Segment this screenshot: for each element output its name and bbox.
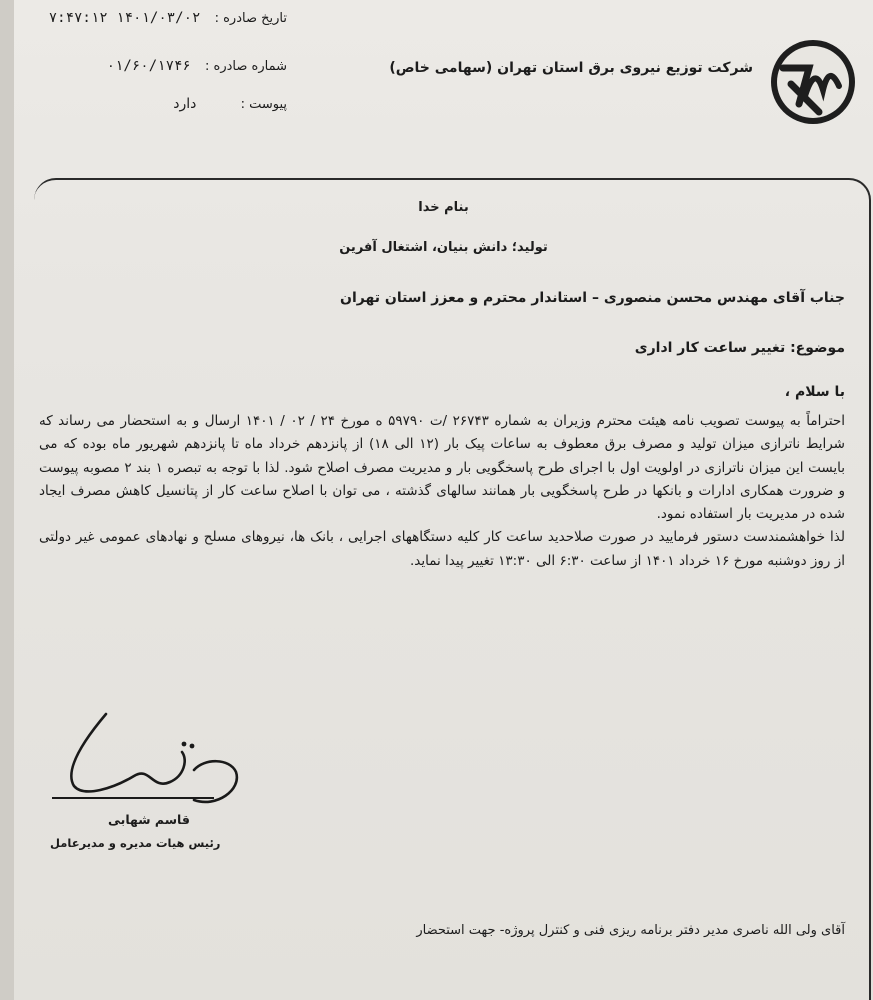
issue-date	[49, 10, 287, 26]
issue-date-label: تاریخ صادره :	[214, 11, 287, 26]
letter-paragraphs	[39, 410, 845, 573]
attachment-value: دارد	[173, 96, 197, 112]
basmala: بنام خدا	[418, 200, 469, 215]
signer-title: رئیس هیات مدیره و مدیرعامل	[50, 836, 221, 850]
issue-number	[107, 58, 287, 74]
company-logo-icon	[769, 34, 857, 130]
issue-number-value: ۰۱/۶۰/۱۷۴۶	[106, 58, 191, 74]
addressee: جناب آقای مهندس محسن منصوری – استاندار محترم و معزز استان تهران	[340, 290, 845, 306]
issue-date-value: ۱۴۰۱/۰۳/۰۲ ۷:۴۷:۱۲	[48, 10, 201, 26]
issue-number-label: شماره صادره :	[205, 59, 287, 74]
handwritten-signature	[44, 700, 254, 810]
company-name: شرکت توزیع نیروی برق استان تهران (سهامی خاص)	[389, 60, 753, 76]
attachment	[173, 96, 287, 112]
greeting: با سلام ،	[784, 384, 845, 400]
attachment-label: پیوست :	[240, 97, 287, 112]
slogan: تولید؛ دانش بنیان، اشتغال آفرین	[339, 240, 548, 255]
signer-name: قاسم شهابی	[108, 812, 190, 827]
carbon-copy-note: آقای ولی الله ناصری مدیر دفتر برنامه ریزی فنی و کنترل پروژه- جهت استحضار	[416, 923, 845, 938]
letter-page	[14, 0, 873, 1000]
letterhead	[14, 0, 873, 160]
paragraph-2: لذا خواهشمندست دستور فرمایید در صورت صلاحدید ساعت کار کلیه دستگاههای اجرایی ، بانک ها، نیروهای مسلح و نهادهای عمومی غیر دولتی از روز دوشنبه مورخ ۱۶ خرداد ۱۴۰۱ از ساعت ۶:۳۰ الی ۱۳:۳۰ تغییر پیدا نماید.	[39, 529, 845, 569]
subject: موضوع: تغییر ساعت کار اداری	[634, 340, 845, 356]
paragraph-1: احتراماً به پیوست تصویب نامه هیئت محترم وزیران به شماره ۲۶۷۴۳ /ت ۵۹۷۹۰ ه مورخ ۲۴ / ۰۲ / ۱۴۰۱ ارسال و به استحضار می رساند که شرایط ناترازی میزان تولید و مصرف برق معطوف به ساعات پیک بار (۱۲ الی ۱۸) از پانزدهم خرداد ماه تا پانزدهم شهریور ماه بوده که می بایست این میزان ناترازی در اولویت اول با اجرای طرح پاسخگویی بار و مدیریت مصرف اصلاح شود. لذا با توجه به تبصره ۱ بند ۲ مصوبه پیوست و ضرورت همکاری ادارات و بانکها در طرح پاسخگویی بار همانند سالهای گذشته ، می توان با اصلاح ساعت کار از پتانسیل کاهش مصرف ایجاد شده در مدیریت بار استفاده نمود.	[39, 413, 845, 523]
